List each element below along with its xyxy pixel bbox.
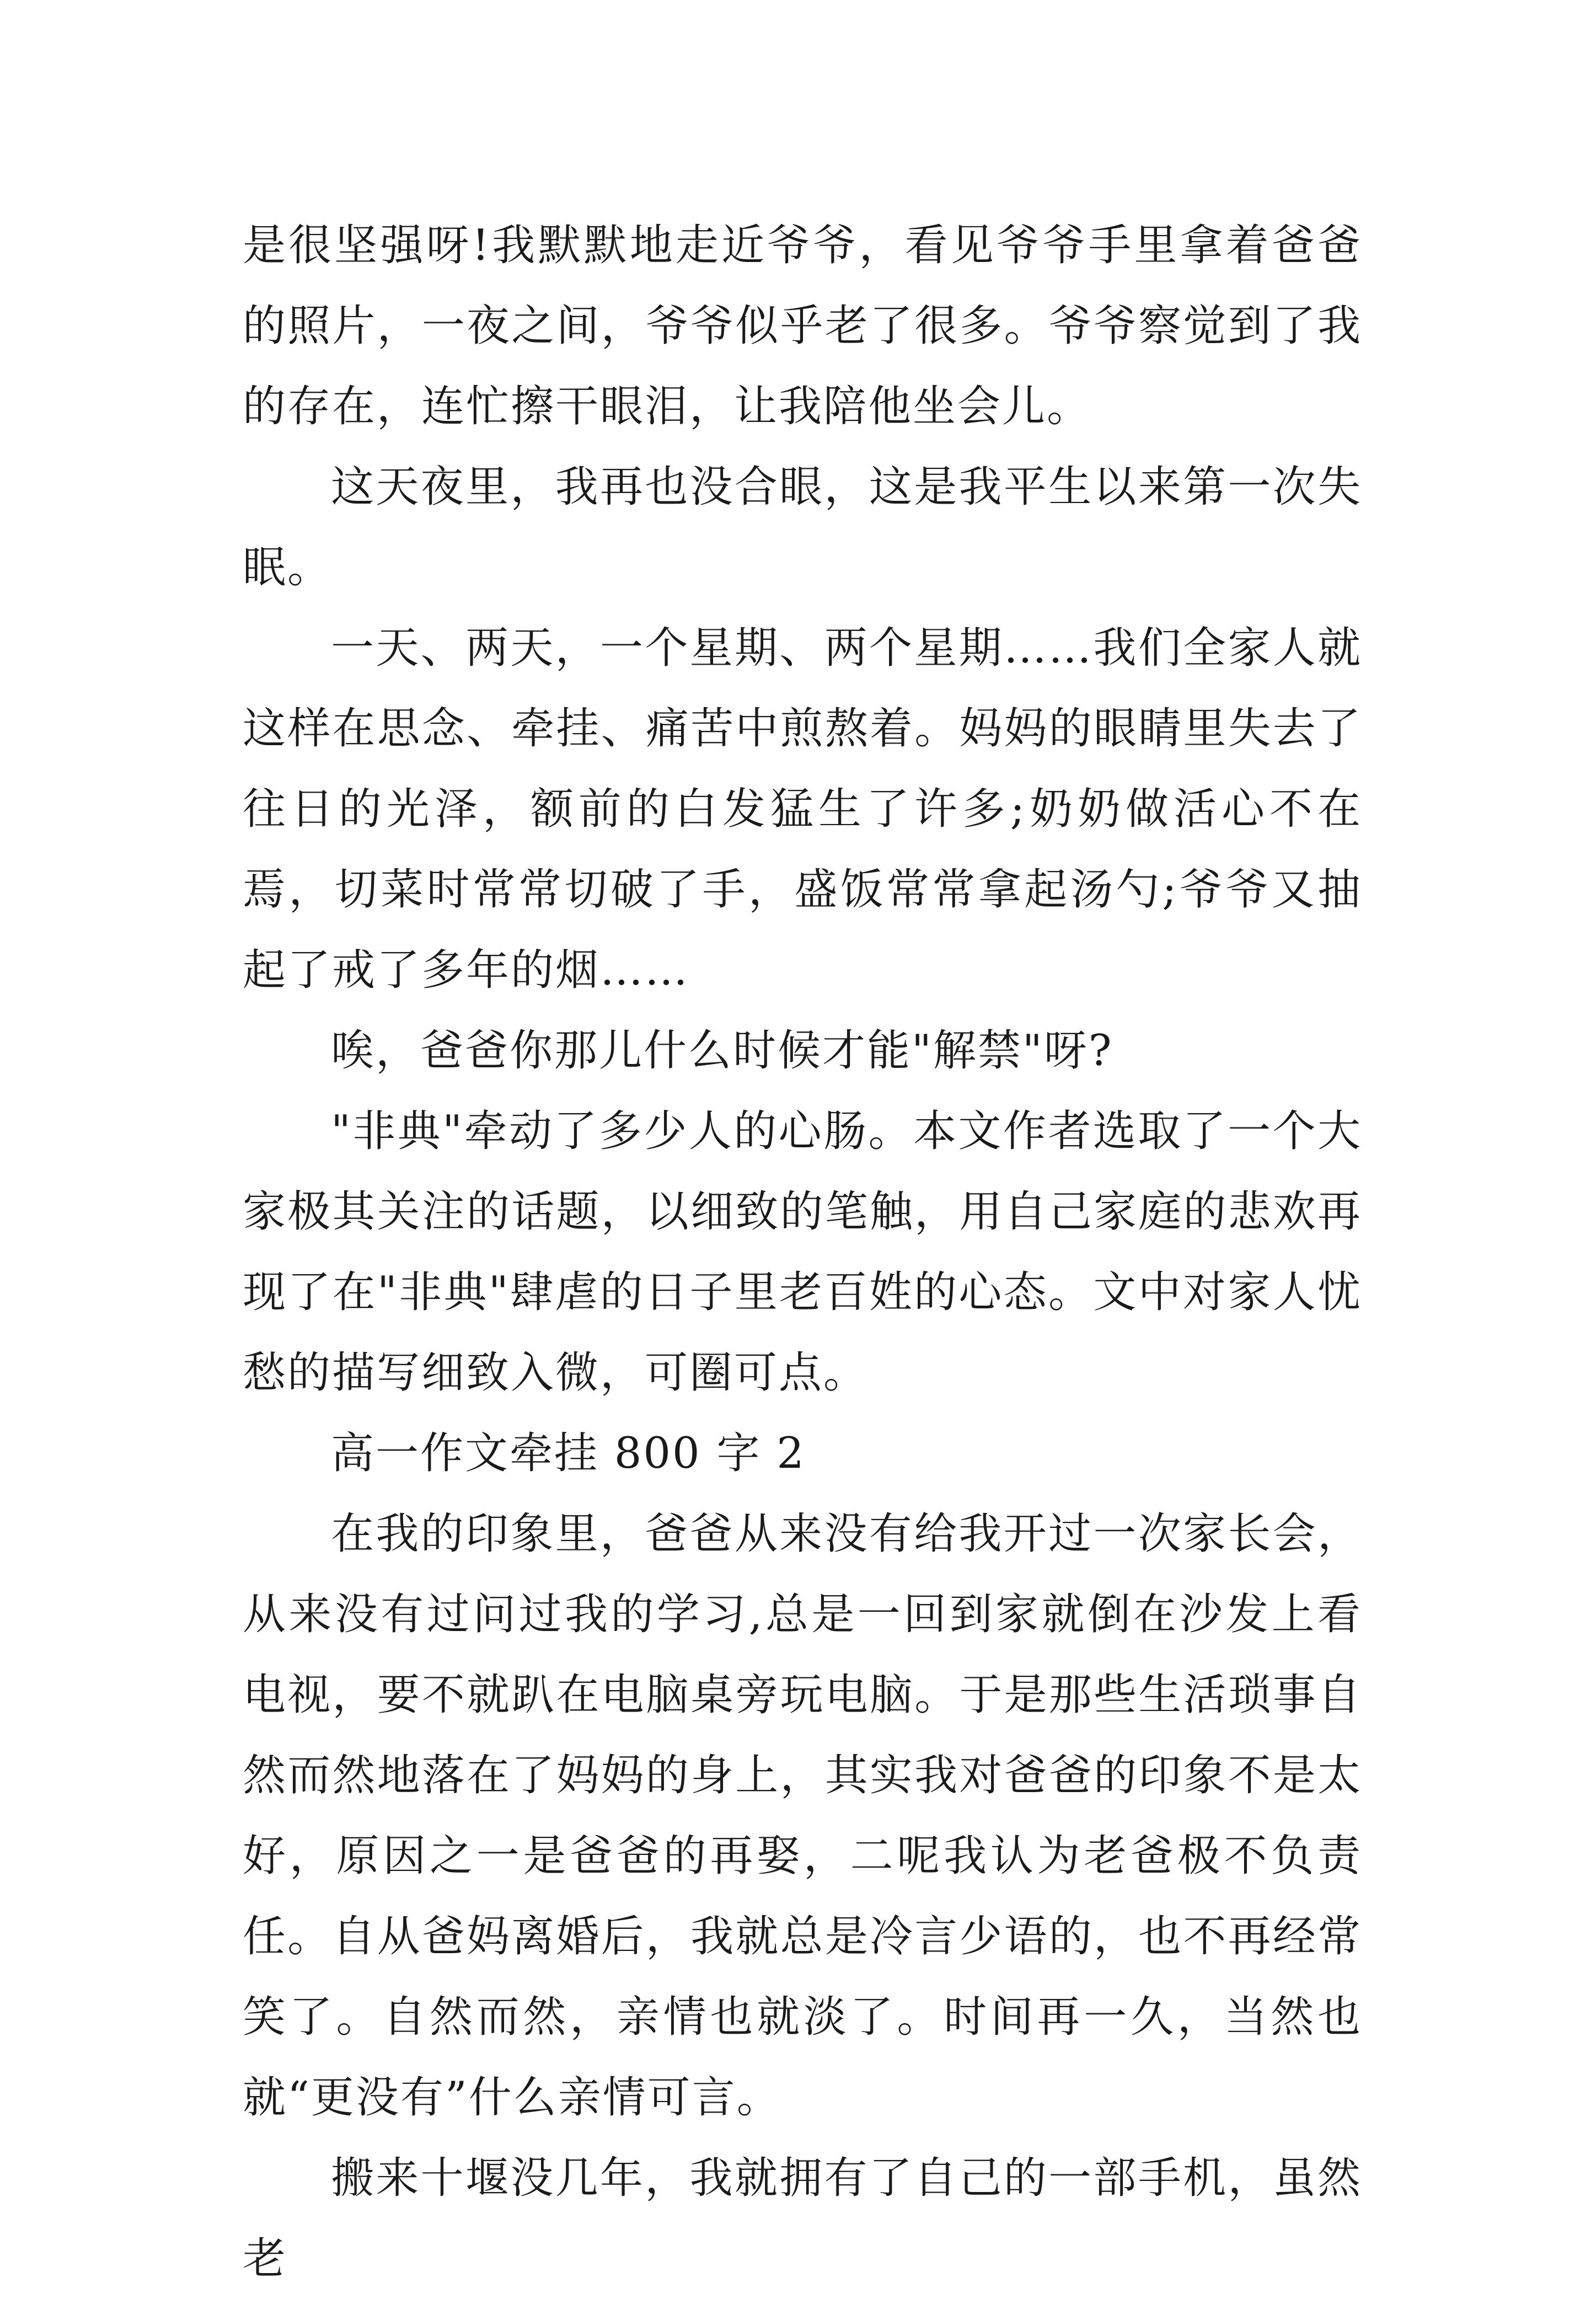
body-text [243,205,1362,2299]
paragraph-5: "非典"牵动了多少人的心肠。本文作者选取了一个大家极其关注的话题，以细致的笔触，用自己家庭的悲欢再现了在"非典"肆虐的日子里老百姓的心态。文中对家人忧愁的描写细致入微，可圈可点。 [243,1106,1362,1398]
paragraph-4: 唉，爸爸你那儿什么时候才能"解禁"呀? [331,1026,1113,1076]
paragraph-3: 一天、两天，一个星期、两个星期……我们全家人就这样在思念、牵挂、痛苦中煎熬着。妈妈的眼睛里失去了往日的光泽，额前的白发猛生了许多;奶奶做活心不在焉，切菜时常常切破了手，盛饭常常拿起汤勺;爷爷又抽起了戒了多年的烟…… [243,623,1362,995]
section-heading: 高一作文牵挂 800 字 2 [331,1429,806,1478]
paragraph-2: 这天夜里，我再也没合眼，这是我平生以来第一次失眠。 [243,462,1362,592]
paragraph-7: 搬来十堰没几年，我就拥有了自己的一部手机，虽然老 [243,2153,1362,2284]
paragraph-1: 是很坚强呀!我默默地走近爷爷，看见爷爷手里拿着爸爸的照片，一夜之间，爷爷似乎老了很多。爷爷察觉到了我的存在，连忙擦干眼泪，让我陪他坐会儿。 [243,221,1362,431]
paragraph-6: 在我的印象里，爸爸从来没有给我开过一次家长会，从来没有过问过我的学习,总是一回到家就倒在沙发上看电视，要不就趴在电脑桌旁玩电脑。于是那些生活琐事自然而然地落在了妈妈的身上，其实我对爸爸的印象不是太好，原因之一是爸爸的再娶，二呢我认为老爸极不负责任。自从爸妈离婚后，我就总是冷言少语的，也不再经常笑了。自然而然，亲情也就淡了。时间再一久，当然也就“更没有”什么亲情可言。 [243,1509,1362,2122]
